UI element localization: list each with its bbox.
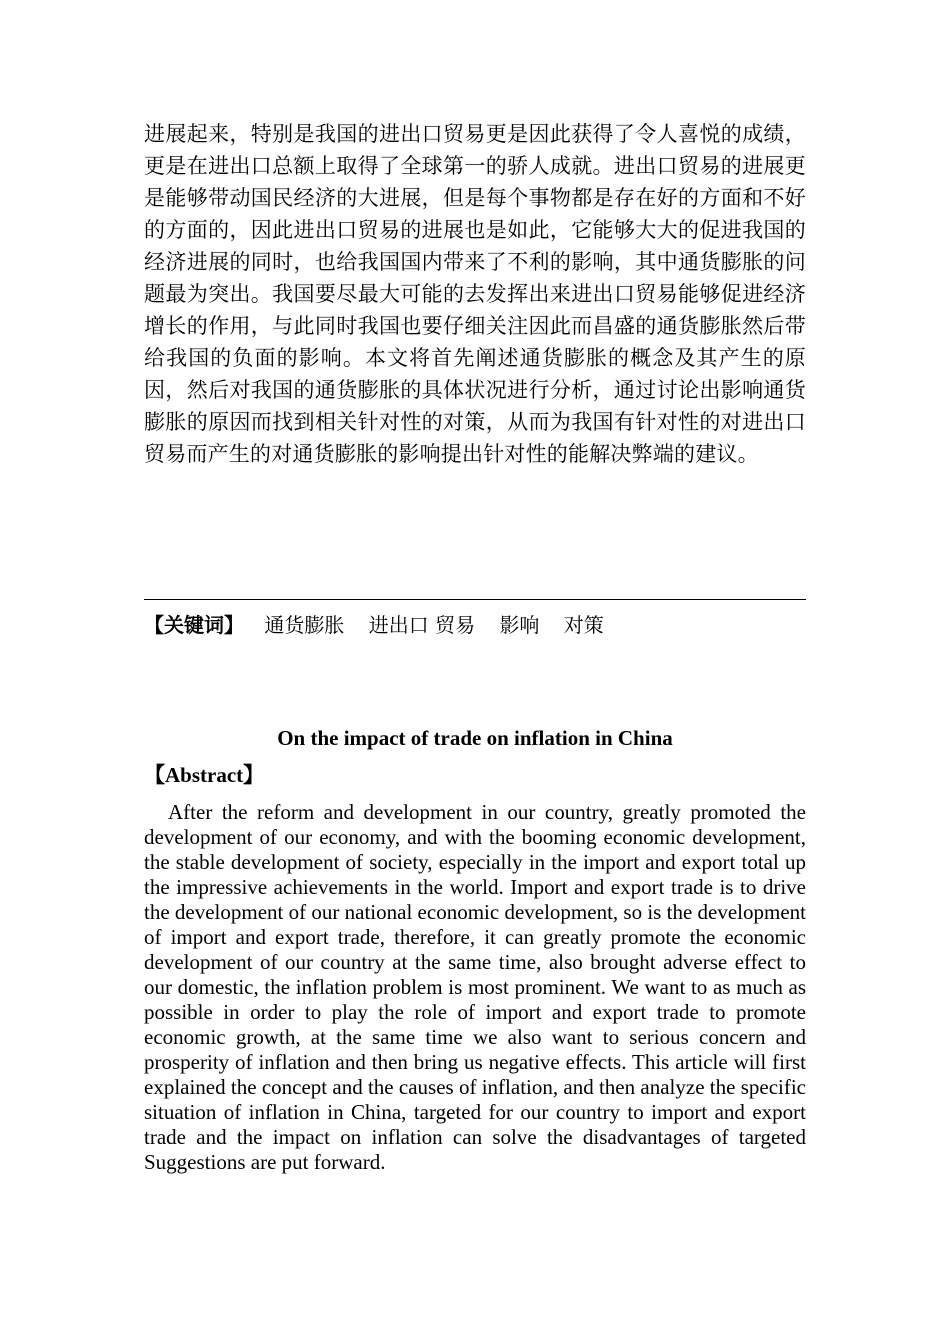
chinese-abstract-section [144, 118, 806, 470]
keywords-line [144, 609, 806, 641]
english-title: On the impact of trade on inflation in China [277, 726, 673, 750]
keyword-term: 对策 [563, 613, 604, 637]
keyword-term: 通货膨胀 [264, 613, 345, 637]
section-divider [144, 599, 806, 600]
keyword-term: 进出口 贸易 [368, 613, 476, 637]
keywords-label: 【关键词】 [144, 613, 244, 637]
abstract-heading: 【Abstract】 [144, 763, 265, 787]
english-abstract-paragraph: After the reform and development in our country, greatly promoted the development of our economy, and with the booming economic development, the stable development of society, especially in the import and export total up the impressive achievements in the world. Import and export trade is to drive the development of our national economic development, so is the development of import and export trade, therefore, it can greatly promote the economic development of our country at the same time, also brought adverse effect to our domestic, the inflation problem is most prominent. We want to as much as possible in order to play the role of import and export trade to promote economic growth, at the same time we also want to serious concern and prosperity of inflation and then bring us negative effects. This article will first explained the concept and the causes of inflation, and then analyze the specific situation of inflation in China, targeted for our country to import and export trade and the impact on inflation can solve the disadvantages of targeted Suggestions are put forward. [144, 800, 806, 1174]
chinese-abstract-paragraph: 进展起来，特别是我国的进出口贸易更是因此获得了令人喜悦的成绩，更是在进出口总额上取得了全球第一的骄人成就。进出口贸易的进展更是能够带动国民经济的大进展，但是每个事物都是存在好的方面和不好的方面的，因此进出口贸易的进展也是如此，它能够大大的促进我国的经济进展的同时，也给我国国内带来了不利的影响，其中通货膨胀的问题最为突出。我国要尽最大可能的去发挥出来进出口贸易能够促进经济增长的作用，与此同时我国也要仔细关注因此而昌盛的通货膨胀然后带给我国的负面的影响。本文将首先阐述通货膨胀的概念及其产生的原因，然后对我国的通货膨胀的具体状况进行分析，通过讨论出影响通货膨胀的原因而找到相关针对性的对策，从而为我国有针对性的对进出口贸易而产生的对通货膨胀的影响提出针对性的能解决弊端的建议。 [144, 122, 806, 466]
keyword-term: 影响 [499, 613, 540, 637]
